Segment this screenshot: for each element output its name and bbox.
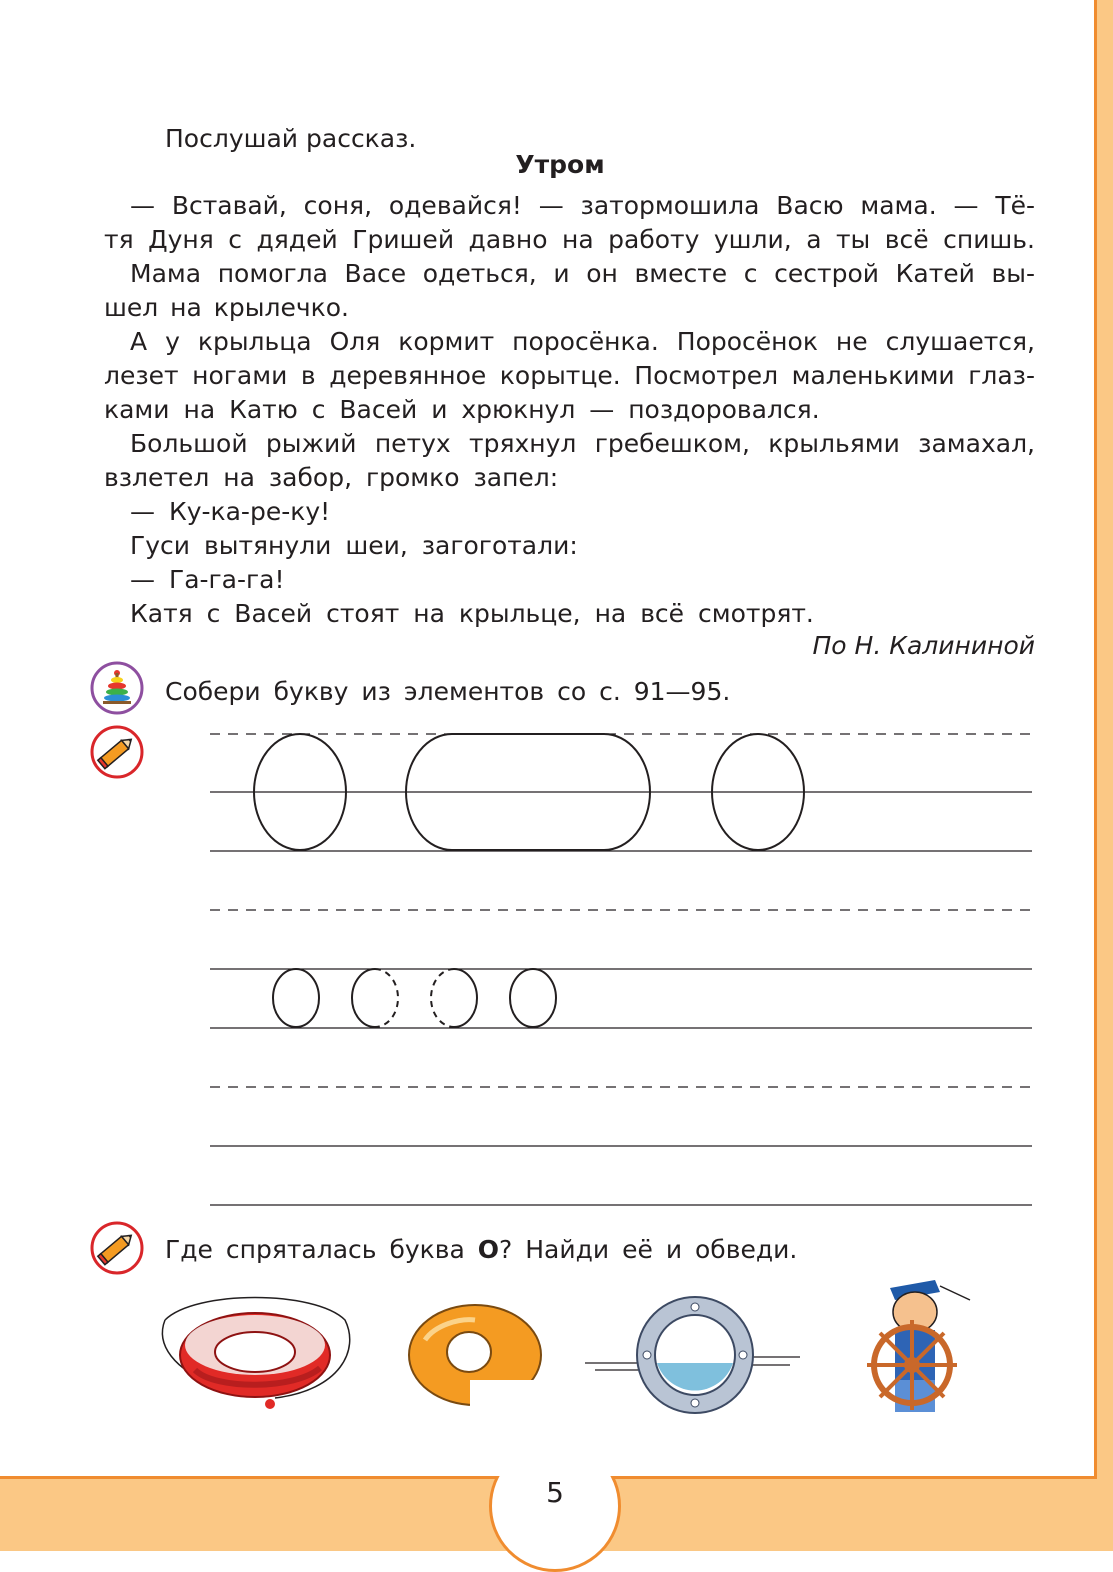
story-line: шел на крылечко. xyxy=(104,293,349,322)
story-line: взлетел на забор, громко запел: xyxy=(104,463,559,492)
story-line: Катя с Васей стоят на крыльце, на всё смотрят. xyxy=(130,599,814,628)
pyramid-toy-icon xyxy=(90,661,144,715)
pencil-icon xyxy=(90,1221,144,1275)
page-border-right xyxy=(1094,0,1097,1478)
page-number: 5 xyxy=(546,1476,564,1509)
story-line: тя Дуня с дядей Гришей давно на работу ушли, а ты всё спишь. xyxy=(104,225,1035,254)
story-line: А у крыльца Оля кормит поросёнка. Поросёнок не слушается, xyxy=(130,327,1035,356)
story-line: — Ку-ка-ре-ку! xyxy=(130,497,331,526)
story-line: лезет ногами в деревянное корытце. Посмотрел маленькими глаз- xyxy=(104,361,1035,390)
page-tab-mask xyxy=(470,1380,640,1476)
story-title: Утром xyxy=(515,150,605,179)
story-author: По Н. Калининой xyxy=(812,631,1035,660)
task1-text: Собери букву из элементов со с. 91—95. xyxy=(165,677,731,706)
task2-text: Где спряталась буква О? Найди её и обведи. xyxy=(165,1235,798,1264)
story-line: Большой рыжий петух тряхнул гребешком, крыльями замахал, xyxy=(130,429,1035,458)
story-line: ками на Катю с Васей и хрюкнул — поздоровался. xyxy=(104,395,820,424)
story-line: Мама помогла Васе одеться, и он вместе с сестрой Катей вы- xyxy=(130,259,1035,288)
page-frame-right xyxy=(1097,0,1113,1551)
story-line: Гуси вытянули шеи, загоготали: xyxy=(130,531,578,560)
story-line: — Га-га-га! xyxy=(130,565,285,594)
lifebuoy-picture xyxy=(155,1290,355,1415)
sailor-at-helm-picture xyxy=(840,1270,980,1420)
letter-o: О xyxy=(477,1235,500,1264)
pencil-icon xyxy=(90,725,144,779)
intro-text: Послушай рассказ. xyxy=(165,124,417,153)
story-line: — Вставай, соня, одевайся! — затормошила Васю мама. — Тё- xyxy=(130,191,1035,220)
